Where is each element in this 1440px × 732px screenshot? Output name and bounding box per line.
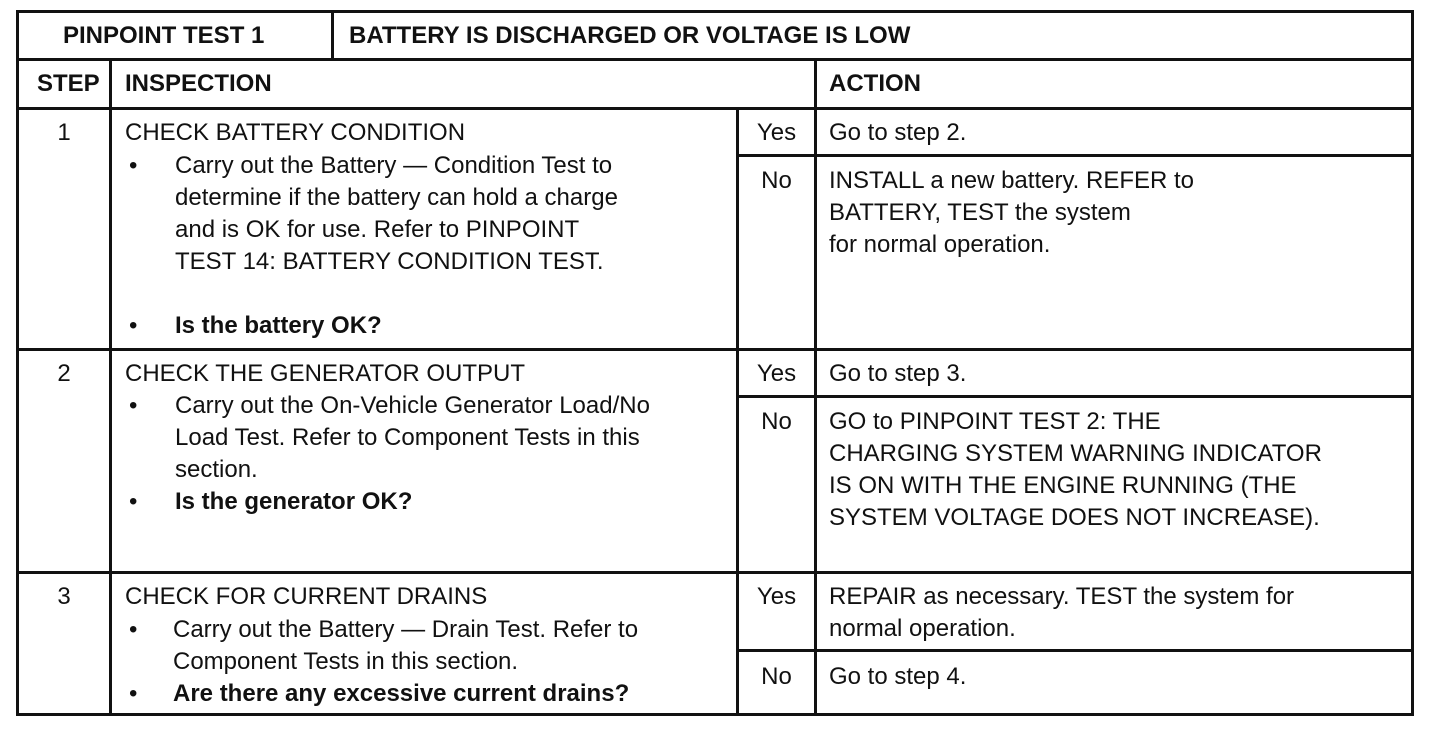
step-3-no-label: No [761, 663, 792, 690]
step-3-yes-label: Yes [756, 583, 797, 610]
step-2-no-label: No [761, 408, 792, 435]
column-step: STEP [37, 70, 100, 97]
step-1-bullet-icon: • [129, 152, 138, 179]
step-2-question: Is the generator OK? [175, 488, 413, 515]
header-divider [331, 13, 334, 58]
step-3-title: CHECK FOR CURRENT DRAINS [125, 583, 488, 610]
step-3-number: 3 [57, 583, 71, 610]
step-column-divider [109, 58, 112, 713]
test-title: BATTERY IS DISCHARGED OR VOLTAGE IS LOW [349, 22, 911, 49]
step-2-bullet-line: Load Test. Refer to Component Tests in this [175, 424, 640, 451]
row-2-bottom-rule [19, 571, 1411, 574]
step-1-no-action-line: for normal operation. [829, 231, 1051, 258]
step-1-title: CHECK BATTERY CONDITION [125, 119, 466, 146]
step-1-bullet-line: determine if the battery can hold a charge [175, 184, 618, 211]
pinpoint-test-table [16, 10, 1414, 716]
step-2-question-bullet-icon: • [129, 488, 138, 515]
step-2-no-action-line: SYSTEM VOLTAGE DOES NOT INCREASE). [829, 504, 1320, 531]
column-header-bottom-rule [19, 107, 1411, 110]
step-1-bullet-line: Carry out the Battery — Condition Test to [175, 152, 613, 179]
step-1-yes-action: Go to step 2. [829, 119, 967, 146]
test-label: PINPOINT TEST 1 [63, 22, 265, 49]
step-1-bullet-line: TEST 14: BATTERY CONDITION TEST. [175, 248, 604, 275]
step-3-no-action: Go to step 4. [829, 663, 967, 690]
step-1-no-label: No [761, 167, 792, 194]
column-inspection: INSPECTION [125, 70, 272, 97]
row-2-yes-no-separator [736, 395, 1411, 398]
step-3-bullet-line: Component Tests in this section. [173, 648, 519, 675]
step-2-title: CHECK THE GENERATOR OUTPUT [125, 360, 526, 387]
step-2-yes-action: Go to step 3. [829, 360, 967, 387]
header-bottom-rule [19, 58, 1411, 61]
step-2-yes-label: Yes [756, 360, 797, 387]
step-3-question: Are there any excessive current drains? [173, 680, 630, 707]
step-2-no-action-line: IS ON WITH THE ENGINE RUNNING (THE [829, 472, 1297, 499]
step-3-bullet-icon: • [129, 616, 138, 643]
step-2-number: 2 [57, 360, 71, 387]
step-2-no-action-line: GO to PINPOINT TEST 2: THE [829, 408, 1161, 435]
step-3-yes-action-line: normal operation. [829, 615, 1016, 642]
step-1-number: 1 [57, 119, 71, 146]
step-2-no-action-line: CHARGING SYSTEM WARNING INDICATOR [829, 440, 1322, 467]
step-1-yes-label: Yes [756, 119, 797, 146]
row-3-yes-no-separator [736, 649, 1411, 652]
step-1-no-action-line: INSTALL a new battery. REFER to [829, 167, 1195, 194]
step-3-yes-action-line: REPAIR as necessary. TEST the system for [829, 583, 1295, 610]
step-1-question: Is the battery OK? [175, 312, 382, 339]
step-3-bullet-line: Carry out the Battery — Drain Test. Refer to [173, 616, 639, 643]
step-1-question-bullet-icon: • [129, 312, 138, 339]
step-2-bullet-line: Carry out the On-Vehicle Generator Load/No [175, 392, 650, 419]
row-1-yes-no-separator [736, 154, 1411, 157]
row-1-bottom-rule [19, 348, 1411, 351]
step-1-bullet-line: and is OK for use. Refer to PINPOINT [175, 216, 580, 243]
step-2-bullet-line: section. [175, 456, 258, 483]
step-1-no-action-line: BATTERY, TEST the system [829, 199, 1131, 226]
step-3-question-bullet-icon: • [129, 680, 138, 707]
step-2-bullet-icon: • [129, 392, 138, 419]
column-action: ACTION [829, 70, 921, 97]
